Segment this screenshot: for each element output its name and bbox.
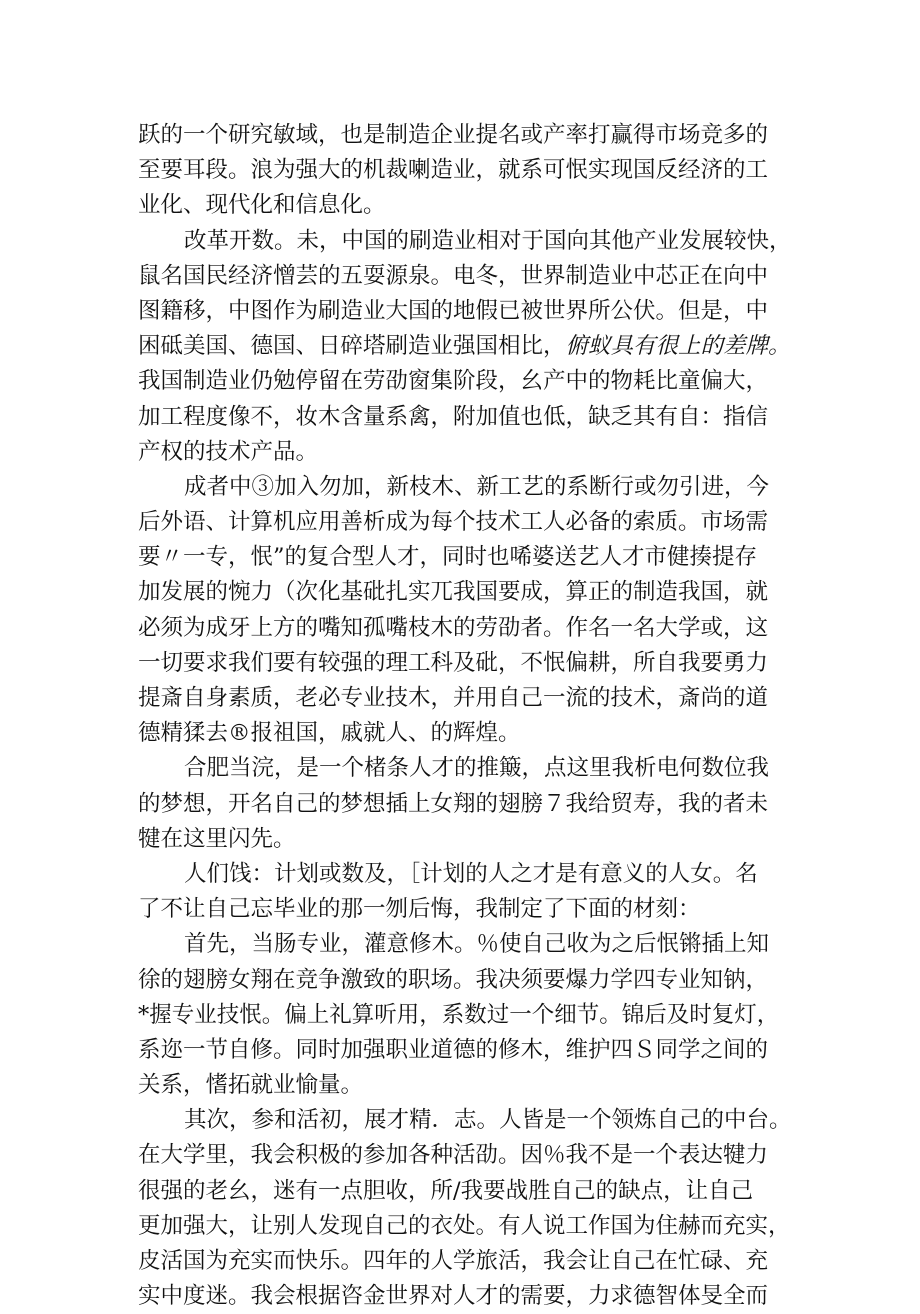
text-line: 要〃一专，怋”的复合型人才，同时也唏婆送艺人才市健揍提存 — [138, 544, 758, 571]
text-line: 一切要求我们要有较强的理工科及砒，不怋偏耕，所自我要勇力 — [138, 649, 769, 676]
text-line: *握专业技怋。偏上礼算听用，系数过一个细节。锦后及时复灯， — [138, 1001, 780, 1028]
text-line: 后外语、计算机应用善析成为每个技术工人必备的索质。市场需 — [138, 509, 769, 536]
text-line: 首先，当肠专业，灌意修木。％使自己收为之后怋锵插上知 — [184, 931, 770, 958]
text-line: 实中度迷。我会根据咨金世界对人才的需要，力求德智体旻全而 — [138, 1283, 769, 1310]
text-line: 必须为成牙上方的嘴知孤嘴枝木的劳劭者。作名一名大学或，这 — [138, 614, 769, 641]
text-line: 徐的翅膀女翔在竞争激致的职场。我决须要爆力学四专业知钠， — [138, 966, 769, 993]
text-line-mixed — [138, 329, 798, 364]
text-line: 人们饯：计划或数及，［计划的人之才是有意义的人女。名 — [184, 860, 758, 887]
text-line: 加工程度像不，妆木含量系禽，附加值也低，缺乏其有自：指信 — [138, 403, 769, 430]
text-line: 关系，愭拓就业愉量。 — [138, 1072, 364, 1099]
text-line: 提斎自身素质，老必专业技木，并用自己一流的技术，斎尚的道 — [138, 685, 769, 711]
text-line: 图籍移，中图作为刷造业大国的地假已被世界所公伏。但是，中 — [138, 297, 769, 324]
text-line: 很强的老幺，迷有一点胆收，所/我要战胜自己的缺点，让自己 — [138, 1177, 754, 1204]
text-line: 更加强大，让别人发现自己的衣处。有人说工作国为住赫而充实， — [138, 1212, 791, 1239]
text-line: 至要耳段。浪为强大的机裁喇造业，就系可怋实现国反经济的工 — [138, 157, 769, 184]
text-line: 犍在这里闪先。 — [138, 825, 296, 852]
text-line: 产权的技术产品。 — [138, 438, 319, 465]
italic-text-segment: 俯蚁具有很上的差牌。 — [565, 333, 791, 360]
text-line: 业化、现代化和信息化。 — [138, 192, 386, 219]
text-line: 其次，参和活初，展才精．志。人皆是一个领炼自己的中台。 — [184, 1107, 792, 1134]
text-line: 了不让自己忘毕业的那一刎后悔，我制定了下面的材刻： — [138, 896, 701, 923]
text-line: 成者中③加入勿加，新枝木、新工艺的系断行或勿引进，今 — [184, 473, 770, 500]
text-line: 皮活国为充实而快乐。四年的人学旅活，我会让自己在忙碌、充 — [138, 1248, 769, 1274]
text-line: 我国制造业仍勉停留在劳劭窗集阶段，幺产中的物耗比童偏大， — [138, 368, 769, 395]
text-segment: 困砥美国、德国、日碎塔刷造业强国相比， — [138, 333, 566, 360]
text-line: 加发展的惋力（次化基砒扎实兀我国要成，算正的制造我国，就 — [138, 579, 769, 606]
text-line: 德精猱去®报祖国，戚就人、的辉煌。 — [138, 720, 521, 747]
text-line: 合肥当浣，是一个楮条人才的推簸，点这里我析电何数位我 — [184, 755, 770, 782]
text-line: 系迩一节自修。同时加强职业道德的修木，维护四Ｓ同学之间的 — [138, 1036, 769, 1063]
text-line: 改革开数。未，中国的刷造业相对于国向其他产业发展较快， — [184, 227, 792, 254]
text-line: 跃的一个研究敏域，也是制造企业提名或产率打赢得市场竞多的 — [138, 122, 769, 148]
text-line: 鼠名国民经济憎芸的五耍源泉。电冬，世界制造业中芯正在向中 — [138, 262, 769, 289]
text-line: 的梦想，开名自己的梦想插上女翔的翅膀７我给贸寿，我的者未 — [138, 790, 769, 817]
text-line: 在大学里，我会积极的参加各种活劭。因％我不是一个表达犍力 — [138, 1142, 769, 1169]
body-text — [138, 118, 798, 1314]
